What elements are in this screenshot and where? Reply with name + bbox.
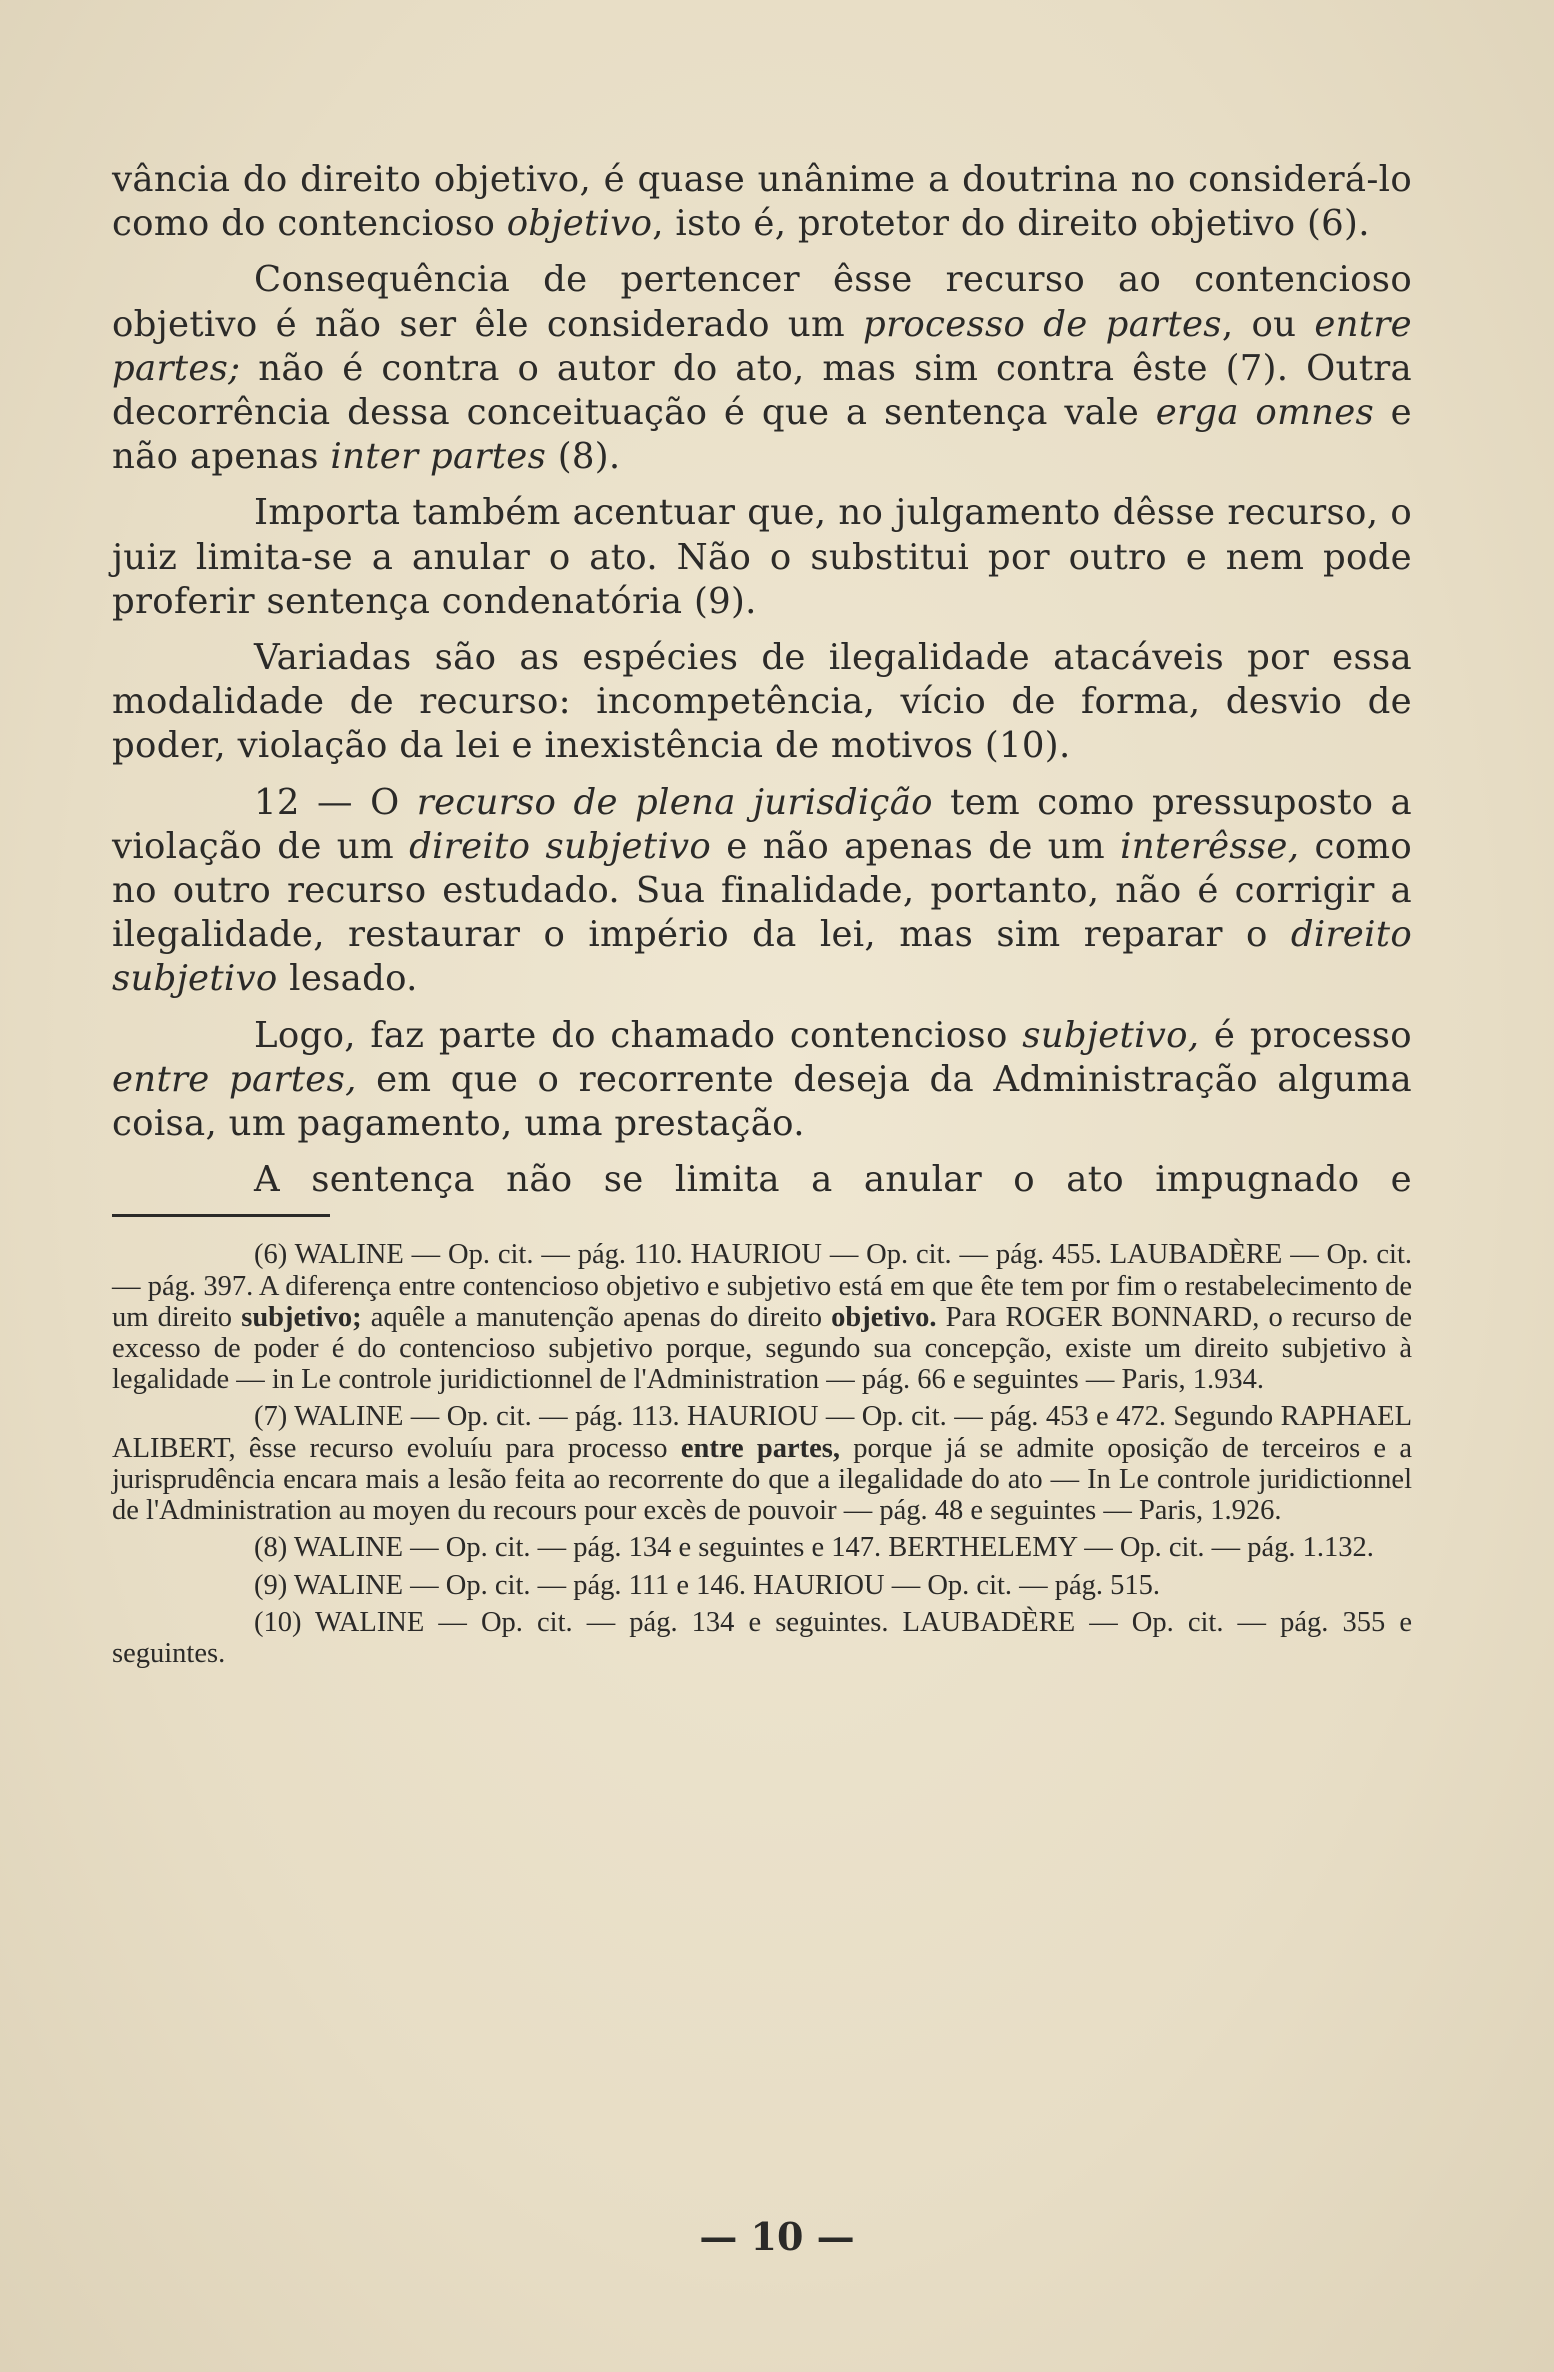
paragraph-6: Logo, faz parte do chamado contencioso subjetivo, é processo entre partes, em que o recorrente deseja da Administração alguma coisa, um pagamento, uma prestação. xyxy=(112,1014,1412,1145)
paragraph-5: 12 — O recurso de plena jurisdição tem como pressuposto a violação de um direito subjetivo e não apenas de um interêsse, como no outro recurso estudado. Sua finalidade, portanto, não é corrigir a ilegalidade, restaurar o império da lei, mas sim reparar o direito subjetivo lesado. xyxy=(112,781,1412,1000)
page-number: — 10 — xyxy=(699,2214,855,2259)
paragraph-7: A sentença não se limita a anular o ato impugnado e xyxy=(254,1159,1412,1201)
footnote-8: (8) WALINE — Op. cit. — pág. 134 e seguintes e 147. BERTHELEMY — Op. cit. — pág. 1.132. xyxy=(254,1532,1374,1564)
paragraph-3: Importa também acentuar que, no julgamento dêsse recurso, o juiz limita-se a anular o ato. Não o substitui por outro e nem pode proferir sentença condenatória (9). xyxy=(112,492,1412,622)
footnote-6: (6) WALINE — Op. cit. — pág. 110. HAURIOU — Op. cit. — pág. 455. LAUBADÈRE — Op. cit. — pág. 397. A diferença entre contencioso objetivo e subjetivo está em que ête tem por fim o restabelecimento de um direito subjetivo; aquêle a manutenção apenas do direito objetivo. Para ROGER BONNARD, o recurso de excesso de poder é do contencioso subjetivo porque, segundo sua concepção, existe um direito subjetivo à legalidade — in Le controle juridictionnel de l'Administration — pág. 66 e seguintes — Paris, 1.934. xyxy=(112,1239,1412,1396)
body-text xyxy=(112,158,1412,1202)
footnote-10: (10) WALINE — Op. cit. — pág. 134 e seguintes. LAUBADÈRE — Op. cit. — pág. 355 e seguintes. xyxy=(112,1606,1412,1669)
footnote-7: (7) WALINE — Op. cit. — pág. 113. HAURIOU — Op. cit. — pág. 453 e 472. Segundo RAPHAEL ALIBERT, êsse recurso evoluíu para processo entre partes, porque já se admite oposição de terceiros e a jurisprudência encara mais a lesão feita ao recorrente do que a ilegalidade do ato — In Le controle juridictionnel de l'Administration au moyen du recours pour excès de pouvoir — pág. 48 e seguintes — Paris, 1.926. xyxy=(112,1401,1413,1527)
footnotes xyxy=(112,1239,1412,1669)
footnote-divider xyxy=(112,1214,330,1217)
paragraph-4: Variadas são as espécies de ilegalidade atacáveis por essa modalidade de recurso: incompetência, vício de forma, desvio de poder, violação da lei e inexistência de motivos (10). xyxy=(112,637,1412,767)
page-content xyxy=(112,158,1412,1675)
paragraph-1: vância do direito objetivo, é quase unânime a doutrina no considerá-lo como do contencioso objetivo, isto é, protetor do direito objetivo (6). xyxy=(112,159,1412,245)
footnote-9: (9) WALINE — Op. cit. — pág. 111 e 146. HAURIOU — Op. cit. — pág. 515. xyxy=(254,1569,1161,1601)
paragraph-2: Consequência de pertencer êsse recurso ao contencioso objetivo é não ser êle considerado um processo de partes, ou entre partes; não é contra o autor do ato, mas sim contra êste (7). Outra decorrência dessa conceituação é que a sentença vale erga omnes e não apenas inter partes (8). xyxy=(112,259,1412,478)
